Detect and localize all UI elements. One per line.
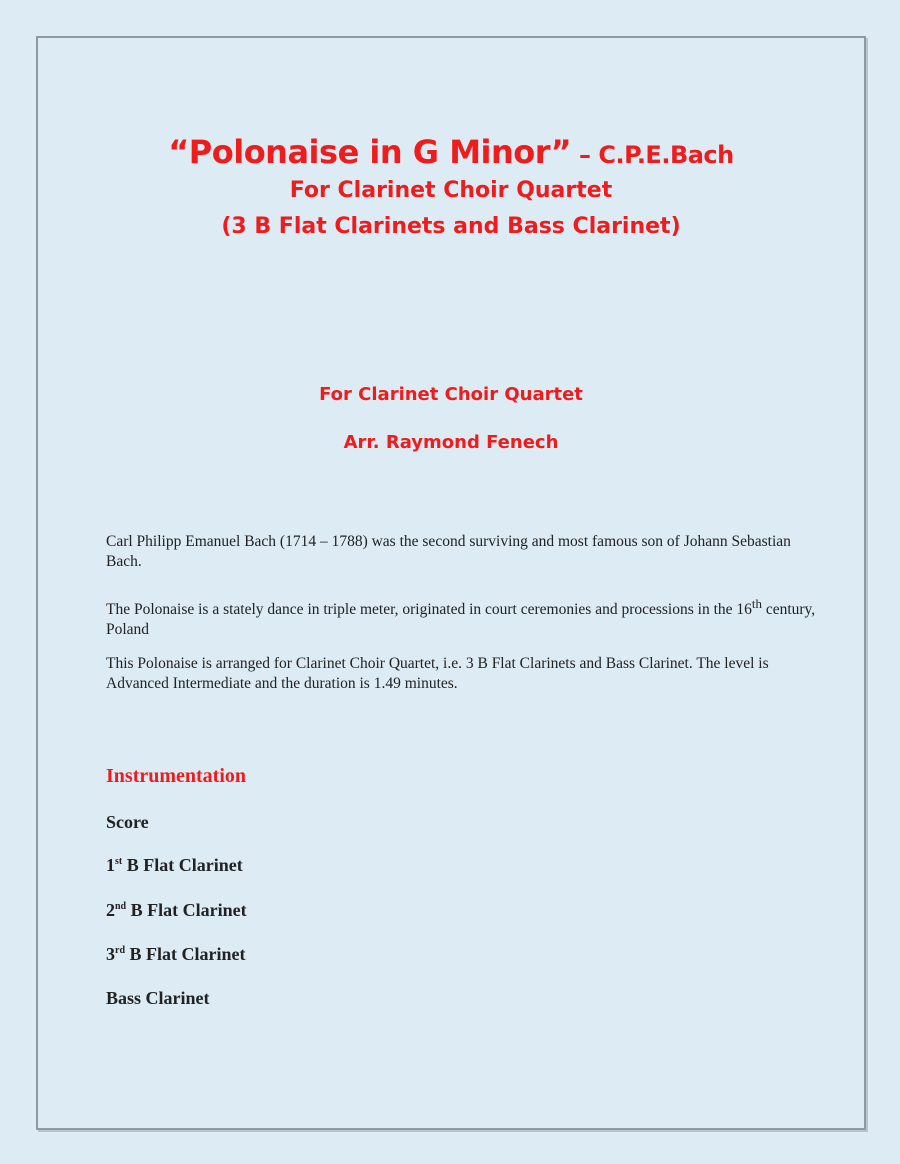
polonaise-text-a: The Polonaise is a stately dance in triple meter, originated in court ceremonies and processions in the 16 (106, 601, 752, 619)
instrument-clarinet-3 (106, 944, 245, 965)
arranger-label: Arr. Raymond Fenech (343, 432, 559, 453)
clarinet-3-number: 3 (106, 944, 115, 964)
instrument-score: Score (106, 812, 149, 832)
instrumentation-heading: Instrumentation (106, 765, 247, 787)
clarinet-3-name: B Flat Clarinet (125, 944, 246, 964)
clarinet-3-suffix: rd (115, 945, 125, 956)
polonaise-text-b: century, Poland (106, 601, 816, 639)
instrument-clarinet-2 (106, 900, 247, 921)
arrangement-paragraph: This Polonaise is arranged for Clarinet Choir Quartet, i.e. 3 B Flat Clarinets and Bass Clarinet. The level is Advanced Intermediate and the duration is 1.49 minutes. (106, 655, 769, 692)
page-frame (36, 36, 866, 1130)
ensemble-label: For Clarinet Choir Quartet (319, 384, 583, 405)
clarinet-2-number: 2 (106, 900, 115, 920)
instrument-clarinet-1 (106, 855, 243, 876)
bio-paragraph: Carl Philipp Emanuel Bach (1714 – 1788) was the second surviving and most famous son of Johann Sebastian Bach. (106, 533, 791, 570)
subtitle-instruments: (3 B Flat Clarinets and Bass Clarinet) (221, 214, 681, 239)
clarinet-1-number: 1 (106, 855, 115, 875)
clarinet-2-name: B Flat Clarinet (126, 900, 247, 920)
polonaise-paragraph (106, 594, 826, 640)
clarinet-2-suffix: nd (115, 901, 127, 912)
clarinet-1-suffix: st (115, 856, 123, 867)
instrument-bass-clarinet: Bass Clarinet (106, 988, 210, 1008)
century-suffix: th (751, 596, 762, 611)
clarinet-1-name: B Flat Clarinet (122, 855, 243, 875)
title-text: “Polonaise in G Minor” (168, 133, 572, 171)
composer-text: – C.P.E.Bach (571, 141, 734, 169)
page-title (38, 133, 864, 171)
subtitle-ensemble: For Clarinet Choir Quartet (289, 178, 613, 203)
